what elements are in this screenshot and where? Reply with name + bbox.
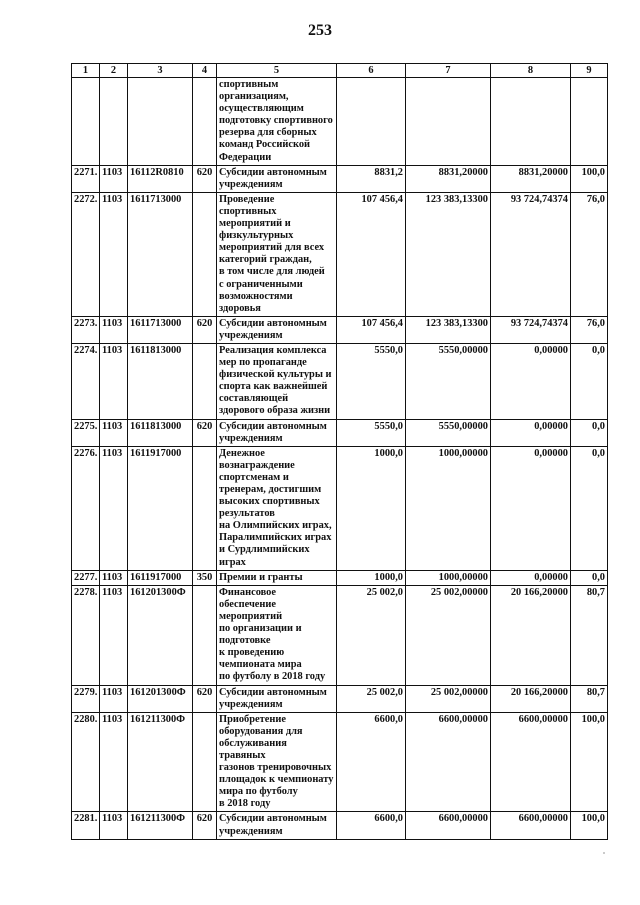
section-code: 1103 <box>100 192 128 316</box>
table-row <box>72 78 608 166</box>
target-article: 161211300Ф <box>128 812 193 839</box>
plan-amount: 6600,0 <box>337 812 406 839</box>
row-number: 2277. <box>72 570 100 585</box>
col-header-6: 6 <box>337 64 406 78</box>
item-name-line: по организации и <box>219 623 302 635</box>
item-name-line: учреждениям <box>219 432 283 444</box>
approved-amount: 123 383,13300 <box>406 316 491 343</box>
row-number: 2278. <box>72 585 100 685</box>
table-row <box>72 712 608 812</box>
item-name-line: Денежное <box>219 447 265 459</box>
executed-amount: 0,00000 <box>491 419 571 446</box>
approved-amount: 5550,00000 <box>406 343 491 419</box>
item-name <box>217 585 337 685</box>
item-name-line: спортсменам и <box>219 471 289 483</box>
table-row <box>72 165 608 192</box>
executed-amount <box>491 78 571 166</box>
table-row <box>72 419 608 446</box>
approved-amount: 1000,00000 <box>406 570 491 585</box>
row-number: 2272. <box>72 192 100 316</box>
expense-type: 620 <box>193 165 217 192</box>
item-name-line: Паралимпийских играх <box>219 532 332 544</box>
item-name-line: спортивным <box>219 79 279 90</box>
item-name <box>217 165 337 192</box>
item-name-line: обслуживания травяных <box>219 737 287 761</box>
item-name-line: играх <box>219 556 246 568</box>
expense-type <box>193 585 217 685</box>
row-number: 2276. <box>72 446 100 570</box>
item-name <box>217 685 337 712</box>
execution-percent: 0,0 <box>571 446 608 570</box>
item-name-line: площадок к чемпионату <box>219 774 334 786</box>
table-row <box>72 585 608 685</box>
col-header-7: 7 <box>406 64 491 78</box>
plan-amount: 1000,0 <box>337 446 406 570</box>
item-name-line: спорта как важнейшей <box>219 381 328 393</box>
plan-amount: 107 456,4 <box>337 192 406 316</box>
approved-amount: 1000,00000 <box>406 446 491 570</box>
execution-percent: 0,0 <box>571 570 608 585</box>
item-name-line: мероприятий <box>219 610 283 622</box>
item-name-line: подготовке <box>219 635 271 647</box>
col-header-1: 1 <box>72 64 100 78</box>
plan-amount: 6600,0 <box>337 712 406 812</box>
col-header-4: 4 <box>193 64 217 78</box>
item-name-line: оборудования для <box>219 725 303 737</box>
item-name-line: на Олимпийских играх, <box>219 520 332 532</box>
item-name-line: обеспечение <box>219 598 277 610</box>
executed-amount: 20 166,20000 <box>491 585 571 685</box>
item-name <box>217 316 337 343</box>
item-name-line: мира по футболу <box>219 786 298 798</box>
header-row <box>72 64 608 78</box>
execution-percent: 0,0 <box>571 343 608 419</box>
item-name-line: здорового образа жизни <box>219 405 331 417</box>
executed-amount: 93 724,74374 <box>491 192 571 316</box>
execution-percent: 0,0 <box>571 419 608 446</box>
expense-type <box>193 446 217 570</box>
item-name-line: Проведение спортивных <box>219 193 277 217</box>
expense-type: 350 <box>193 570 217 585</box>
item-name-line: Субсидии автономным <box>219 686 327 698</box>
col-header-5: 5 <box>217 64 337 78</box>
budget-table <box>71 63 608 840</box>
executed-amount: 8831,20000 <box>491 165 571 192</box>
item-name-line: подготовку спортивного <box>219 115 333 127</box>
expense-type <box>193 343 217 419</box>
target-article <box>128 78 193 166</box>
item-name-line: резерва для сборных <box>219 127 317 139</box>
expense-type: 620 <box>193 685 217 712</box>
row-number: 2281. <box>72 812 100 839</box>
target-article: 1611813000 <box>128 419 193 446</box>
item-name-line: Субсидии автономным <box>219 420 327 432</box>
table-row <box>72 685 608 712</box>
execution-percent <box>571 78 608 166</box>
executed-amount: 93 724,74374 <box>491 316 571 343</box>
expense-type: 620 <box>193 419 217 446</box>
table-row <box>72 570 608 585</box>
target-article: 1611713000 <box>128 192 193 316</box>
section-code: 1103 <box>100 165 128 192</box>
item-name-line: Федерации <box>219 151 272 163</box>
section-code <box>100 78 128 166</box>
target-article: 16112R0810 <box>128 165 193 192</box>
item-name <box>217 812 337 839</box>
target-article: 1611917000 <box>128 446 193 570</box>
executed-amount: 20 166,20000 <box>491 685 571 712</box>
target-article: 1611713000 <box>128 316 193 343</box>
item-name-line: газонов тренировочных <box>219 762 332 774</box>
item-name-line: организациям, <box>219 91 289 103</box>
col-header-2: 2 <box>100 64 128 78</box>
item-name-line: Субсидии автономным <box>219 317 327 329</box>
approved-amount: 6600,00000 <box>406 712 491 812</box>
executed-amount: 6600,00000 <box>491 712 571 812</box>
item-name-line: результатов <box>219 508 275 520</box>
table-row <box>72 343 608 419</box>
item-name-line: мер по пропаганде <box>219 357 307 369</box>
section-code: 1103 <box>100 316 128 343</box>
section-code: 1103 <box>100 343 128 419</box>
item-name-line: чемпионата мира <box>219 659 302 671</box>
approved-amount: 8831,20000 <box>406 165 491 192</box>
expense-type <box>193 192 217 316</box>
item-name-line: в 2018 году <box>219 798 271 810</box>
section-code: 1103 <box>100 685 128 712</box>
approved-amount: 6600,00000 <box>406 812 491 839</box>
item-name-line: с ограниченными <box>219 278 303 290</box>
row-number: 2280. <box>72 712 100 812</box>
expense-type <box>193 712 217 812</box>
row-number: 2275. <box>72 419 100 446</box>
item-name <box>217 712 337 812</box>
execution-percent: 100,0 <box>571 165 608 192</box>
plan-amount: 25 002,0 <box>337 685 406 712</box>
item-name-line: физкультурных <box>219 230 294 242</box>
page-number: 253 <box>308 22 332 39</box>
section-code: 1103 <box>100 570 128 585</box>
section-code: 1103 <box>100 812 128 839</box>
execution-percent: 76,0 <box>571 192 608 316</box>
target-article: 161201300Ф <box>128 585 193 685</box>
target-article: 1611813000 <box>128 343 193 419</box>
plan-amount: 25 002,0 <box>337 585 406 685</box>
item-name <box>217 446 337 570</box>
item-name-line: команд Российской <box>219 139 311 151</box>
plan-amount <box>337 78 406 166</box>
item-name-line: категорий граждан, <box>219 254 312 266</box>
plan-amount: 5550,0 <box>337 419 406 446</box>
section-code: 1103 <box>100 712 128 812</box>
item-name-line: Субсидии автономным <box>219 166 327 178</box>
item-name-line: учреждениям <box>219 825 283 837</box>
table-row <box>72 316 608 343</box>
execution-percent: 80,7 <box>571 685 608 712</box>
row-number: 2273. <box>72 316 100 343</box>
item-name-line: Приобретение <box>219 713 286 725</box>
executed-amount: 0,00000 <box>491 570 571 585</box>
item-name <box>217 192 337 316</box>
item-name-line: здоровья <box>219 302 261 314</box>
table-row <box>72 446 608 570</box>
col-header-8: 8 <box>491 64 571 78</box>
item-name-line: учреждениям <box>219 329 283 341</box>
expense-type: 620 <box>193 316 217 343</box>
row-number <box>72 78 100 166</box>
item-name-line: Реализация комплекса <box>219 344 327 356</box>
plan-amount: 5550,0 <box>337 343 406 419</box>
item-name-line: учреждениям <box>219 178 283 190</box>
item-name-line: Премии и гранты <box>219 571 303 583</box>
execution-percent: 80,7 <box>571 585 608 685</box>
item-name-line: и Сурдлимпийских <box>219 544 310 556</box>
expense-type: 620 <box>193 812 217 839</box>
item-name-line: Субсидии автономным <box>219 813 327 825</box>
execution-percent: 100,0 <box>571 812 608 839</box>
item-name-line: тренерам, достигшим <box>219 484 322 495</box>
target-article: 161201300Ф <box>128 685 193 712</box>
col-header-9: 9 <box>571 64 608 78</box>
row-number: 2274. <box>72 343 100 419</box>
executed-amount: 6600,00000 <box>491 812 571 839</box>
item-name-line: Финансовое <box>219 586 276 598</box>
item-name-line: мероприятий для всех <box>219 242 325 254</box>
table-body <box>72 78 608 840</box>
scan-speck <box>603 852 605 854</box>
item-name-line: учреждениям <box>219 698 283 710</box>
item-name <box>217 343 337 419</box>
section-code: 1103 <box>100 419 128 446</box>
section-code: 1103 <box>100 446 128 570</box>
item-name <box>217 419 337 446</box>
item-name-line: составляющей <box>219 393 289 405</box>
table-row <box>72 192 608 316</box>
execution-percent: 76,0 <box>571 316 608 343</box>
approved-amount: 5550,00000 <box>406 419 491 446</box>
approved-amount <box>406 78 491 166</box>
row-number: 2271. <box>72 165 100 192</box>
item-name-line: возможностями <box>219 290 293 302</box>
col-header-3: 3 <box>128 64 193 78</box>
execution-percent: 100,0 <box>571 712 608 812</box>
item-name-line: мероприятий и <box>219 218 291 230</box>
item-name-line: по футболу в 2018 году <box>219 671 326 683</box>
item-name <box>217 570 337 585</box>
plan-amount: 1000,0 <box>337 570 406 585</box>
approved-amount: 25 002,00000 <box>406 685 491 712</box>
item-name <box>217 78 337 166</box>
approved-amount: 123 383,13300 <box>406 192 491 316</box>
item-name-line: к проведению <box>219 647 285 659</box>
item-name-line: осуществляющим <box>219 103 304 115</box>
expense-type <box>193 78 217 166</box>
plan-amount: 107 456,4 <box>337 316 406 343</box>
approved-amount: 25 002,00000 <box>406 585 491 685</box>
section-code: 1103 <box>100 585 128 685</box>
item-name-line: в том числе для людей <box>219 266 325 278</box>
row-number: 2279. <box>72 685 100 712</box>
executed-amount: 0,00000 <box>491 343 571 419</box>
target-article: 161211300Ф <box>128 712 193 812</box>
executed-amount: 0,00000 <box>491 446 571 570</box>
item-name-line: вознаграждение <box>219 459 295 471</box>
target-article: 1611917000 <box>128 570 193 585</box>
table-row <box>72 812 608 839</box>
item-name-line: физической культуры и <box>219 369 332 381</box>
plan-amount: 8831,2 <box>337 165 406 192</box>
item-name-line: высоких спортивных <box>219 496 320 508</box>
